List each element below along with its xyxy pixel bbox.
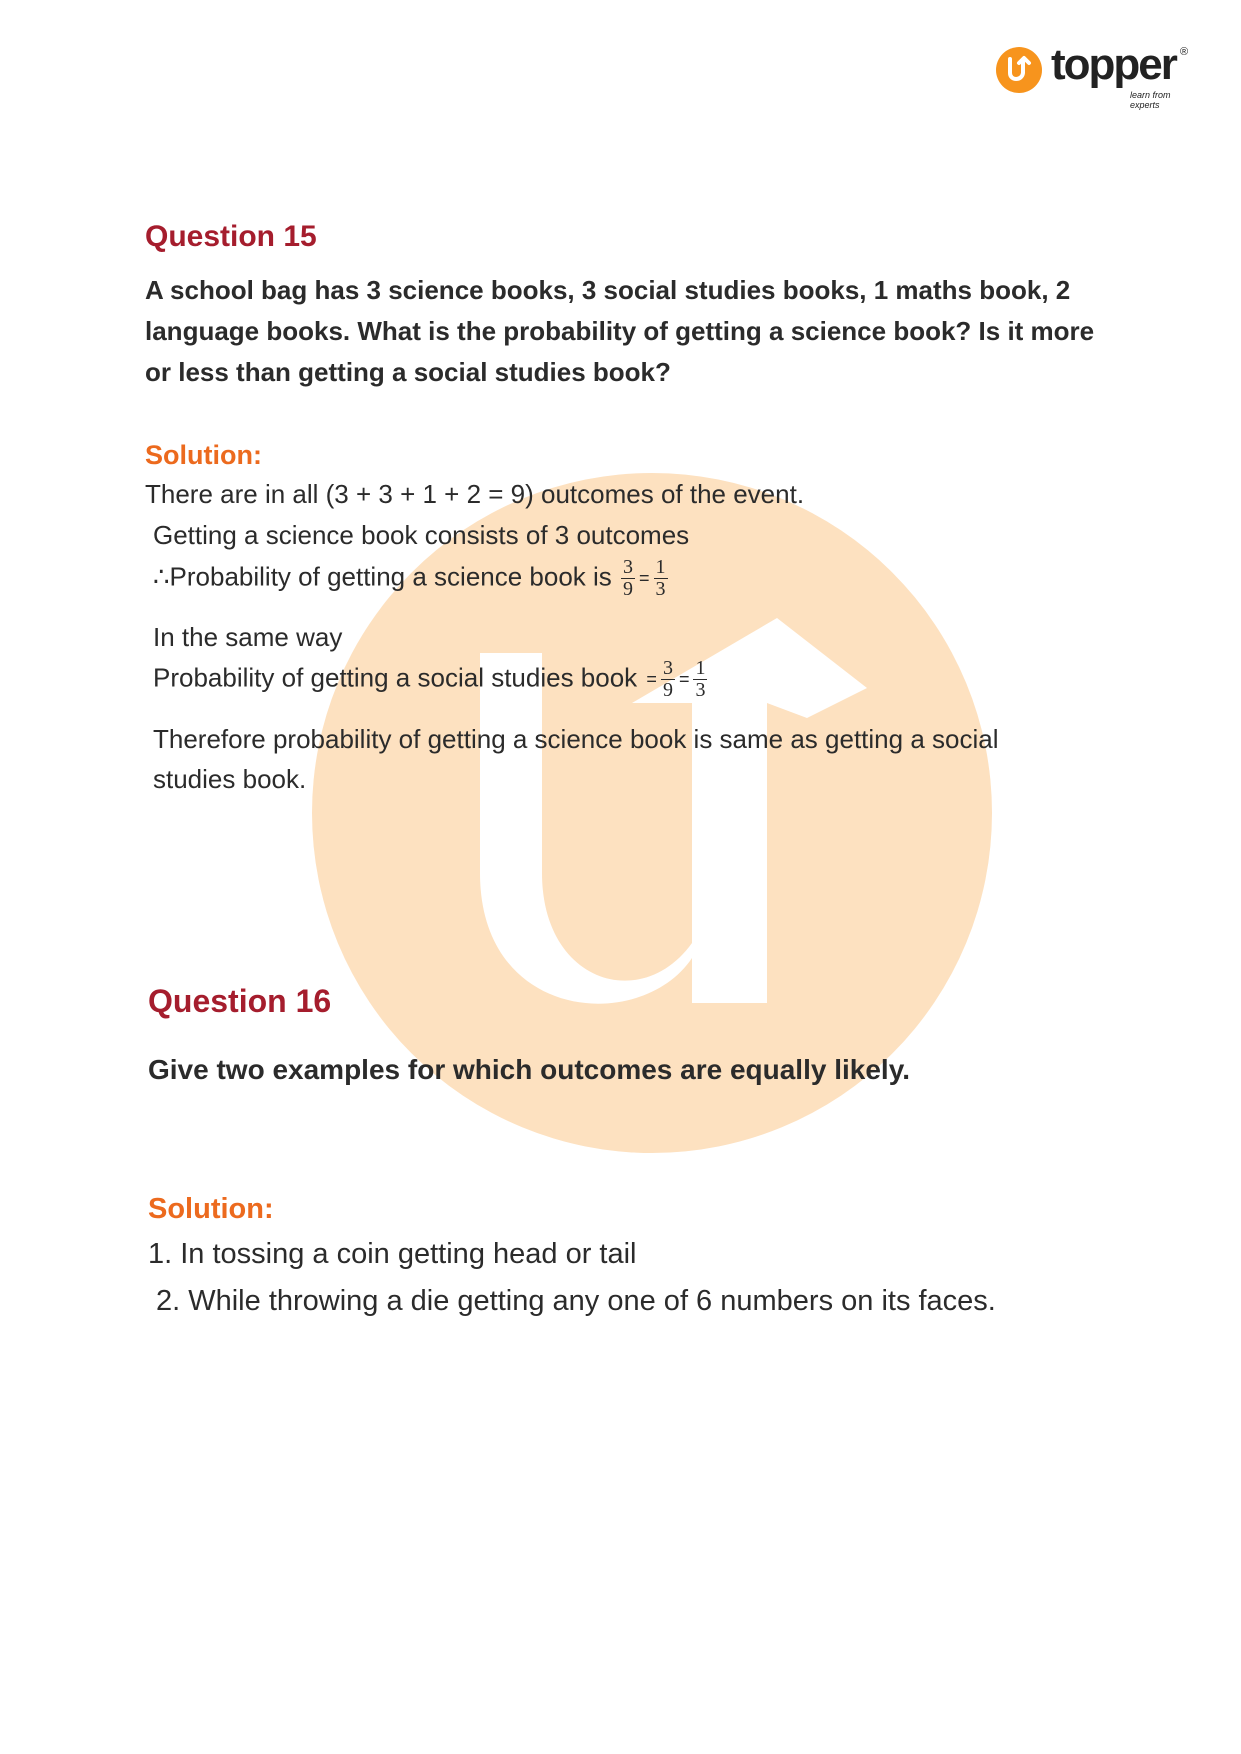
solution-15-line-7: studies book. bbox=[153, 764, 307, 794]
fraction-1-3: $\frac{1}{3}$ bbox=[695, 657, 706, 701]
fraction-1-3: $\frac{1}{3}$ bbox=[655, 556, 666, 600]
solution-16-item-1: 1. In tossing a coin getting head or tail bbox=[148, 1238, 637, 1270]
registered-mark: ® bbox=[1180, 46, 1189, 58]
solution-15-line-4: In the same way bbox=[153, 622, 343, 652]
question-16-text: Give two examples for which outcomes are equally likely. bbox=[148, 1054, 910, 1085]
solution-15-line-1: There are in all (3 + 3 + 1 + 2 = 9) outcomes of the event. bbox=[145, 479, 805, 509]
question-15-text: A school bag has 3 science books, 3 social studies books, 1 maths book, 2 language books. What is the probability of getting a science book? Is it more or less than getting a social studies book? bbox=[145, 275, 1095, 387]
solution-15-label: Solution: bbox=[145, 440, 262, 470]
solution-15-line-3: ∴Probability of getting a science book is $\frac{3}{9}$ = $\frac{1}{3}$ bbox=[153, 556, 666, 600]
logo-u-icon bbox=[996, 47, 1042, 93]
solution-16-item-2: 2. While throwing a die getting any one of 6 numbers on its faces. bbox=[156, 1285, 996, 1317]
fraction-3-9: $\frac{3}{9}$ bbox=[623, 556, 634, 600]
fraction-3-9: $\frac{3}{9}$ bbox=[662, 657, 673, 701]
solution-15-line-5-text: Probability of getting a social studies book bbox=[153, 662, 638, 693]
solution-15-line-6: Therefore probability of getting a science book is same as getting a social bbox=[153, 724, 999, 754]
question-15-heading: Question 15 bbox=[145, 220, 317, 253]
topper-logo[interactable] bbox=[996, 40, 1196, 110]
solution-15-line-5: Probability of getting a social studies book = $\frac{3}{9}$ = $\frac{1}{3}$ bbox=[153, 657, 706, 701]
logo-wordmark: topper bbox=[1051, 40, 1176, 89]
solution-15-line-2: Getting a science book consists of 3 outcomes bbox=[153, 520, 690, 550]
solution-16-label: Solution: bbox=[148, 1193, 274, 1225]
question-16-heading: Question 16 bbox=[148, 983, 332, 1019]
logo-tagline: learn from experts bbox=[1130, 90, 1171, 110]
solution-15-line-3-text: ∴Probability of getting a science book is bbox=[153, 561, 612, 592]
